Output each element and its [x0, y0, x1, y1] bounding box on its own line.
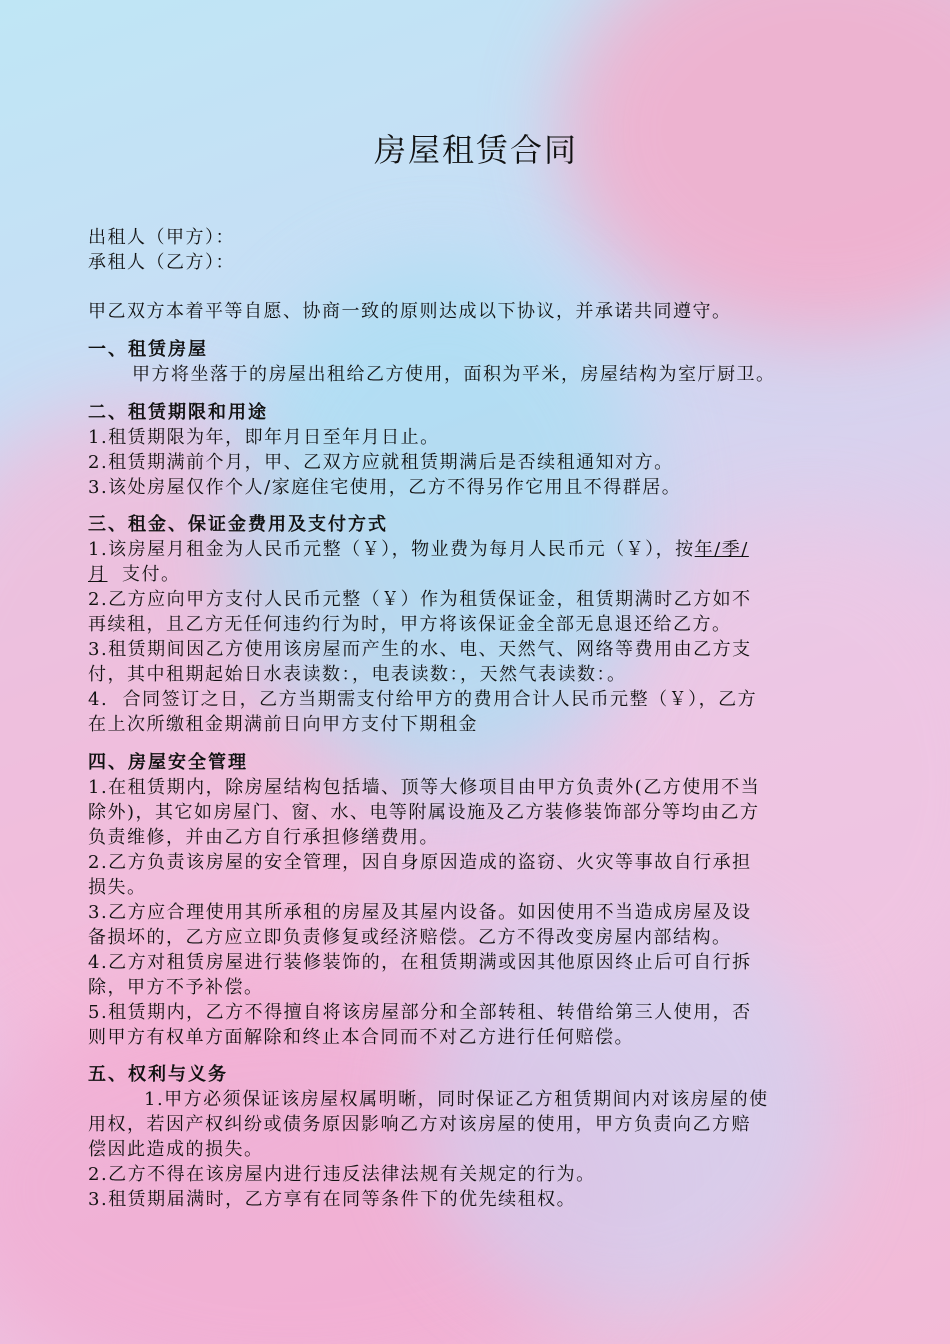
section-3-line: 1.该房屋月租金为人民币元整（￥），物业费为每月人民币元（￥），按年/季/	[88, 539, 749, 560]
intro-text: 甲乙双方本着平等自愿、协商一致的原则达成以下协议，并承诺共同遵守。	[88, 301, 732, 322]
section-3-line: 月 支付。	[88, 564, 181, 585]
section-5-line: 1.甲方必须保证该房屋权属明晰，同时保证乙方租赁期间内对该房屋的使	[144, 1089, 769, 1110]
section-4-line: 3.乙方应合理使用其所承租的房屋及其屋内设备。如因使用不当造成房屋及设	[88, 902, 752, 923]
section-3-line: 4. 合同签订之日，乙方当期需支付给甲方的费用合计人民币元整（￥），乙方	[88, 689, 758, 710]
page-title: 房屋租赁合同	[373, 131, 578, 169]
section-4-line: 2.乙方负责该房屋的安全管理，因自身原因造成的盗窃、火灾等事故自行承担	[88, 852, 752, 873]
section-4-line: 除外)，其它如房屋门、窗、水、电等附属设施及乙方装修装饰部分等均由乙方	[88, 802, 760, 823]
section-5-line: 偿因此造成的损失。	[88, 1139, 264, 1160]
section-4-line: 损失。	[88, 877, 147, 898]
party-b-line: 承租人（乙方）：	[88, 252, 235, 273]
section-3-line: 2.乙方应向甲方支付人民币元整（￥）作为租赁保证金，租赁期满时乙方如不	[88, 589, 752, 610]
section-3-line: 付，其中租期起始日水表读数：，电表读数：，天然气表读数：。	[88, 664, 627, 685]
section-3-heading: 三、租金、保证金费用及支付方式	[88, 514, 388, 535]
section-2-line: 3.该处房屋仅作个人/家庭住宅使用，乙方不得另作它用且不得群居。	[88, 477, 682, 498]
section-3-line: 3.租赁期间因乙方使用该房屋而产生的水、电、天然气、网络等费用由乙方支	[88, 639, 752, 660]
section-5-line: 用权，若因产权纠纷或债务原因影响乙方对该房屋的使用，甲方负责向乙方赔	[88, 1114, 751, 1135]
section-2-line: 2.租赁期满前个月，甲、乙双方应就租赁期满后是否续租通知对方。	[88, 452, 674, 473]
section-1-heading: 一、租赁房屋	[88, 339, 208, 360]
section-2-heading: 二、租赁期限和用途	[88, 402, 268, 423]
party-a-line: 出租人（甲方）：	[88, 227, 235, 248]
section-4-heading: 四、房屋安全管理	[88, 752, 248, 773]
section-4-line: 4.乙方对租赁房屋进行装修装饰的，在租赁期满或因其他原因终止后可自行拆	[88, 952, 752, 973]
section-5-line: 2.乙方不得在该房屋内进行违反法律法规有关规定的行为。	[88, 1164, 596, 1185]
section-3-line: 再续租，且乙方无任何违约行为时，甲方将该保证金全部无息退还给乙方。	[88, 614, 732, 635]
section-4-line: 则甲方有权单方面解除和终止本合同而不对乙方进行任何赔偿。	[88, 1027, 634, 1048]
payment-period-underline: 年/季/	[694, 539, 749, 560]
section-2-line: 1.租赁期限为年，即年月日至年月日止。	[88, 427, 440, 448]
section-3-line: 在上次所缴租金期满前日向甲方支付下期租金	[88, 714, 478, 735]
section-1-text: 甲方将坐落于的房屋出租给乙方使用，面积为平米，房屋结构为室厅厨卫。	[132, 364, 776, 385]
section-5-line: 3.租赁期届满时，乙方享有在同等条件下的优先续租权。	[88, 1189, 577, 1210]
section-5-heading: 五、权利与义务	[88, 1064, 228, 1085]
section-4-line: 5.租赁期内，乙方不得擅自将该房屋部分和全部转租、转借给第三人使用，否	[88, 1002, 752, 1023]
payment-period-underline: 月	[88, 564, 108, 585]
section-4-line: 除，甲方不予补偿。	[88, 977, 264, 998]
section-4-line: 1.在租赁期内，除房屋结构包括墙、顶等大修项目由甲方负责外(乙方使用不当	[88, 777, 761, 798]
section-4-line: 备损坏的，乙方应立即负责修复或经济赔偿。乙方不得改变房屋内部结构。	[88, 927, 732, 948]
section-4-line: 负责维修，并由乙方自行承担修缮费用。	[88, 827, 439, 848]
